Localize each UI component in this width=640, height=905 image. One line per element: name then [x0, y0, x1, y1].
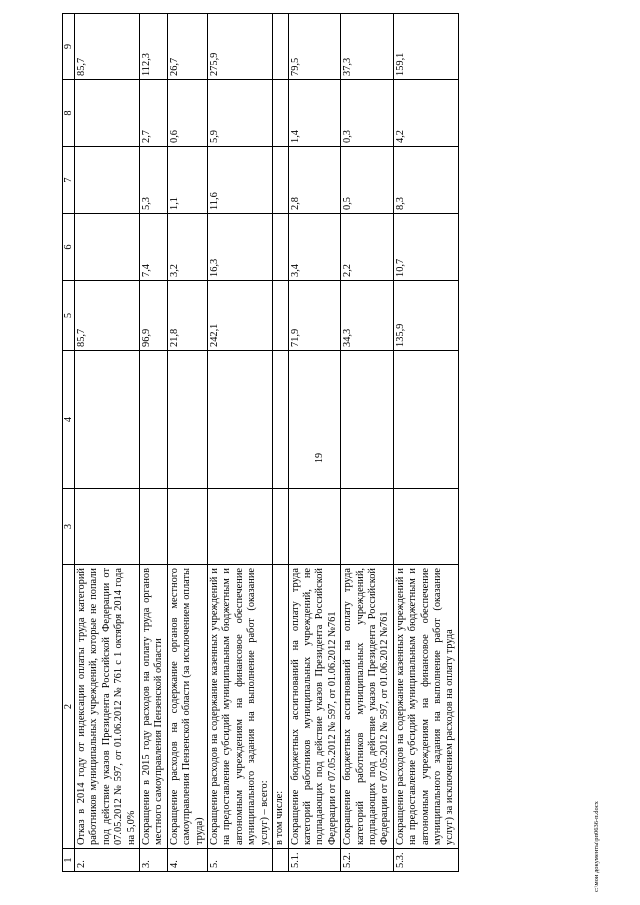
cell-col-8 [75, 80, 140, 147]
row-description: Отказ в 2014 году от индексации оплаты труда категорий работников муниципальных учреждений, которые не попали под действие указов Президента Российской Федерации от 07.05.2012 № 597, от 01.06.2012 № 761 с 1 октября 2014 года на 5,0% [75, 565, 140, 849]
cell-col-5: 21,8 [167, 281, 207, 351]
cell-col-8 [273, 80, 288, 147]
cell-col-8: 0,3 [341, 80, 394, 147]
cell-col-6 [273, 214, 288, 281]
cell-col-3 [140, 489, 168, 565]
table-row [341, 14, 394, 872]
cell-col-4 [341, 351, 394, 489]
header-row [63, 14, 75, 872]
cell-col-3 [341, 489, 394, 565]
cell-col-8: 0,6 [167, 80, 207, 147]
cell-col-4 [273, 351, 288, 489]
cell-col-5 [273, 281, 288, 351]
cell-col-4 [167, 351, 207, 489]
cell-col-7: 5,3 [140, 147, 168, 214]
footer-file-path: c:\мои документы\рп0636-п.docx [593, 801, 600, 892]
cell-col-4 [208, 351, 273, 489]
cell-col-7 [273, 147, 288, 214]
row-number: 5. [208, 849, 273, 872]
col-header-8: 8 [63, 80, 75, 147]
cell-col-9: 85,7 [75, 14, 140, 80]
cell-col-9: 79,5 [288, 14, 341, 80]
cell-col-4 [75, 351, 140, 489]
row-description: Сокращение в 2015 году расходов на оплату труда органов местного самоуправления Пензенской области [140, 565, 168, 849]
cell-col-8: 2,7 [140, 80, 168, 147]
row-description: Сокращение бюджетных ассигнований на оплату труда категорий работников муниципальных учреждений, подпадающих под действие указов Президента Российской Федерации от 07.05.2012 № 597, от 01.06.2012 №761 [341, 565, 394, 849]
cell-col-9 [273, 14, 288, 80]
row-number: 3. [140, 849, 168, 872]
row-description: Сокращение бюджетных ассигнований на оплату труда категорий работников муниципальных учреждений, не подпадающих под действие указов Президента Российской Федерации от 07.05.2012 № 597, от 01.06.2012 №761 [288, 565, 341, 849]
col-header-4: 4 [63, 351, 75, 489]
row-description: Сокращение расходов на содержание казенных учреждений и на предоставление субсидий муниципальным бюджетным и автономным учреждениям на финансовое обеспечение муниципального задания на выполнение работ (оказание услуг) за исключением расходов на оплату труда [393, 565, 458, 849]
cell-col-6: 2,2 [341, 214, 394, 281]
cell-col-6: 16,3 [208, 214, 273, 281]
table-row [288, 14, 341, 872]
cell-col-6: 3,2 [167, 214, 207, 281]
cell-col-9: 26,7 [167, 14, 207, 80]
col-header-1: 1 [63, 849, 75, 872]
cell-col-8: 4,2 [393, 80, 458, 147]
cell-col-5: 71,9 [288, 281, 341, 351]
table-row [273, 14, 288, 872]
cell-col-9: 112,3 [140, 14, 168, 80]
row-number: 5.2. [341, 849, 394, 872]
cell-col-5: 135,9 [393, 281, 458, 351]
cell-col-8: 5,9 [208, 80, 273, 147]
table-row [75, 14, 140, 872]
cell-col-3 [208, 489, 273, 565]
cell-col-9: 37,3 [341, 14, 394, 80]
row-number: 2. [75, 849, 140, 872]
cell-col-5: 34,3 [341, 281, 394, 351]
row-description: Сокращение расходов на содержание органов местного самоуправления Пензенской области (за исключением оплаты труда) [167, 565, 207, 849]
cell-col-3 [75, 489, 140, 565]
cell-col-5: 242,1 [208, 281, 273, 351]
table-row [208, 14, 273, 872]
data-table [62, 13, 459, 872]
cell-col-5: 85,7 [75, 281, 140, 351]
col-header-9: 9 [63, 14, 75, 80]
table-row [140, 14, 168, 872]
page-number: 19 [314, 453, 325, 463]
cell-col-5: 96,9 [140, 281, 168, 351]
cell-col-7: 11,6 [208, 147, 273, 214]
col-header-7: 7 [63, 147, 75, 214]
rotated-page [62, 14, 622, 872]
cell-col-4 [288, 351, 341, 489]
row-description: Сокращение расходов на содержание казенных учреждений и на предоставление субсидий муниципальным бюджетным и автономным учреждениям на финансовое обеспечение муниципального задания на выполнение работ (оказание услуг) – всего: [208, 565, 273, 849]
cell-col-3 [167, 489, 207, 565]
cell-col-7 [75, 147, 140, 214]
cell-col-7: 8,3 [393, 147, 458, 214]
cell-col-9: 275,9 [208, 14, 273, 80]
row-number: 5.3. [393, 849, 458, 872]
table-row [393, 14, 458, 872]
cell-col-9: 159,1 [393, 14, 458, 80]
cell-col-3 [273, 489, 288, 565]
cell-col-3 [393, 489, 458, 565]
col-header-6: 6 [63, 214, 75, 281]
col-header-3: 3 [63, 489, 75, 565]
row-number: 4. [167, 849, 207, 872]
cell-col-8: 1,4 [288, 80, 341, 147]
table-row [167, 14, 207, 872]
cell-col-7: 1,1 [167, 147, 207, 214]
cell-col-6: 7,4 [140, 214, 168, 281]
cell-col-4 [393, 351, 458, 489]
cell-col-4 [140, 351, 168, 489]
cell-col-7: 2,8 [288, 147, 341, 214]
row-number [273, 849, 288, 872]
row-number: 5.1. [288, 849, 341, 872]
row-description: в том числе: [273, 565, 288, 849]
cell-col-6: 10,7 [393, 214, 458, 281]
cell-col-3 [288, 489, 341, 565]
cell-col-6: 3,4 [288, 214, 341, 281]
cell-col-7: 0,5 [341, 147, 394, 214]
cell-col-6 [75, 214, 140, 281]
col-header-2: 2 [63, 565, 75, 849]
col-header-5: 5 [63, 281, 75, 351]
